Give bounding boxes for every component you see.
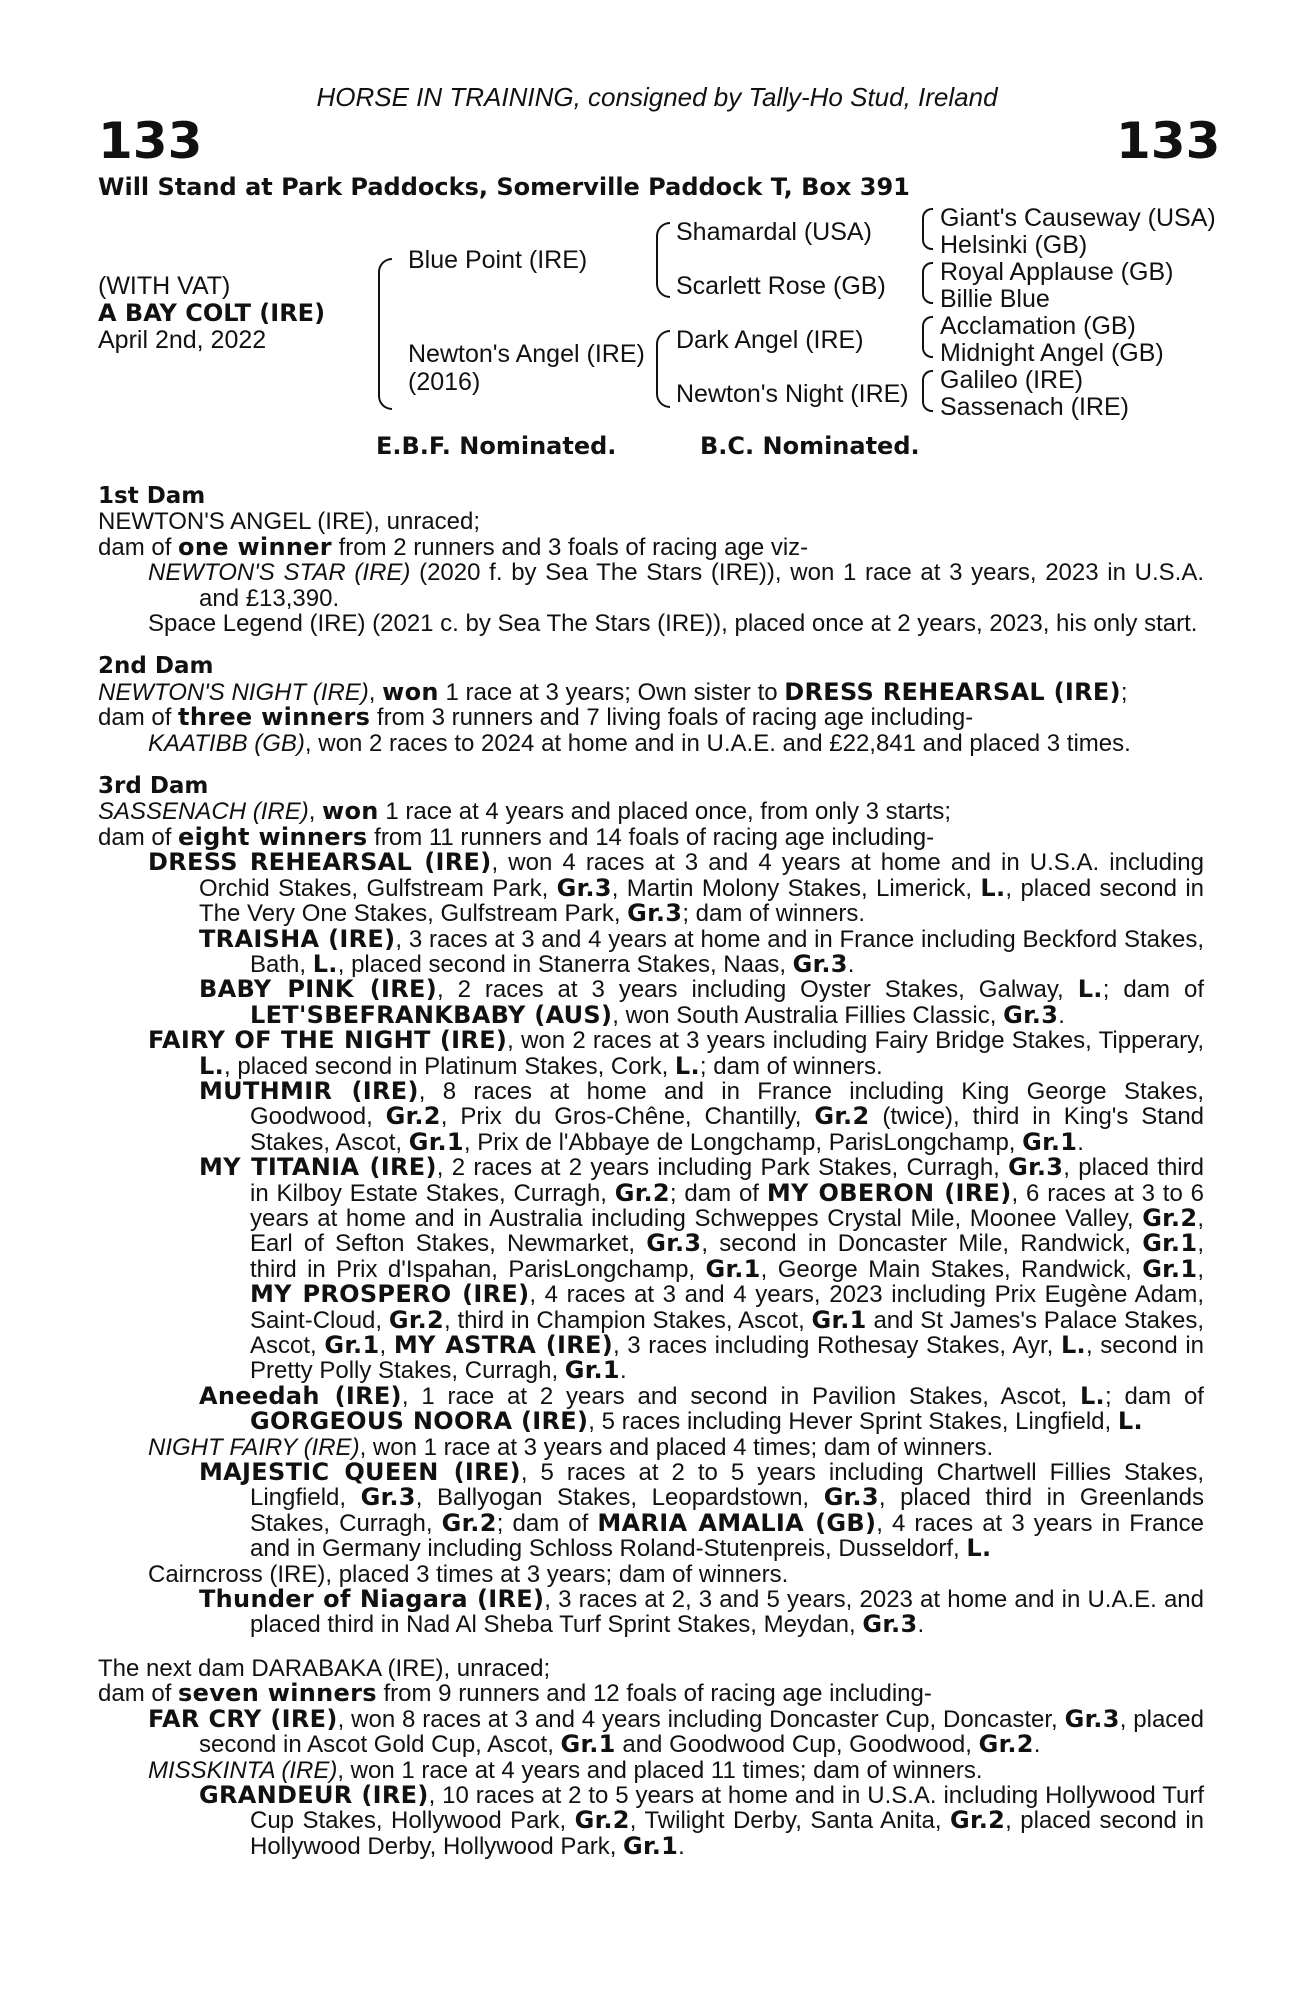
entry-text: , 5 races at 2 to 5 years including Chartwell Fillies Stakes, Lingfield,: [250, 1459, 1204, 1512]
italic-text: NIGHT FAIRY (IRE): [148, 1433, 360, 1461]
family-entry: [98, 924, 1204, 978]
entry-text: ,: [308, 798, 323, 826]
bold-text: MAJESTIC QUEEN (IRE): [199, 1458, 521, 1487]
pedigree-brace-sd: [922, 262, 933, 304]
pedigree-brace-dam: [656, 330, 670, 408]
bold-text: Gr.1: [705, 1254, 761, 1283]
family-entry: [98, 560, 1204, 611]
entry-text: , placed third in Kilboy Estate Stakes, Curragh,: [250, 1154, 1204, 1207]
bold-text: Gr.2: [950, 1806, 1006, 1835]
bold-text: seven winners: [178, 1679, 377, 1708]
entry-text: ;: [1120, 678, 1128, 706]
italic-text: SASSENACH (IRE): [98, 798, 309, 826]
bold-text: LET'SBEFRANKBABY (AUS): [250, 1000, 613, 1029]
family-entry: [98, 1028, 1204, 1079]
bold-text: Gr.3: [360, 1483, 416, 1512]
lot-number-right: 133: [1116, 112, 1221, 170]
family-entry: [98, 731, 1204, 756]
family-entry: [98, 1758, 1204, 1783]
family-entry: [98, 1587, 1204, 1638]
bold-text: GORGEOUS NOORA (IRE): [250, 1407, 589, 1436]
bold-text: Gr.2: [1142, 1203, 1198, 1232]
entry-text: , won 4 races at 3 and 4 years at home and in U.S.A. including Orchid Stakes, Gulfstream Park,: [199, 849, 1204, 902]
entry-text: 1 race at 4 years and placed once, from only 3 starts;: [378, 798, 951, 826]
entry-text: , Prix de l'Abbaye de Longchamp, ParisLongchamp,: [463, 1128, 1023, 1156]
pedigree-brace-ds: [922, 316, 933, 358]
bold-text: Gr.1: [564, 1356, 620, 1385]
bold-text: L.: [199, 1051, 225, 1080]
entry-text: ,: [379, 1332, 394, 1359]
family-entry: [98, 509, 1204, 534]
stand-location: Will Stand at Park Paddocks, Somerville Paddock T, Box 391: [98, 173, 910, 201]
bold-text: FAIRY OF THE NIGHT (IRE): [148, 1026, 508, 1055]
bold-text: Gr.1: [408, 1127, 464, 1156]
entry-text: ,: [368, 678, 383, 706]
entry-text: ; dam of: [496, 1509, 598, 1537]
lot-number-left: 133: [98, 112, 203, 170]
bold-text: Gr.2: [814, 1102, 870, 1131]
entry-text: , third in Prix d'Ispahan, ParisLongchamp,: [250, 1230, 1204, 1283]
bc-nomination: B.C. Nominated.: [700, 432, 920, 460]
pedigree-sds: Royal Applause (GB): [940, 258, 1174, 286]
bold-text: GRANDEUR (IRE): [199, 1780, 429, 1809]
entry-text: , won 1 race at 4 years and placed 11 times; dam of winners.: [337, 1756, 983, 1784]
bold-text: Gr.3: [862, 1610, 918, 1639]
family-entry: [98, 977, 1204, 1028]
bold-text: TRAISHA (IRE): [199, 924, 396, 953]
entry-text: 1 race at 3 years; Own sister to: [438, 678, 785, 706]
family-entry: [98, 705, 1204, 730]
bold-text: Gr.3: [556, 873, 612, 902]
entry-text: dam of: [98, 1680, 179, 1708]
bold-text: DRESS REHEARSAL (IRE): [148, 848, 492, 877]
pedigree-ssd: Helsinki (GB): [940, 231, 1088, 259]
bold-text: L.: [966, 1534, 992, 1563]
entry-text: , Martin Molony Stakes, Limerick,: [611, 874, 981, 902]
entry-text: , placed second in The Very One Stakes, Gulfstream Park,: [199, 874, 1204, 928]
bold-text: three winners: [178, 703, 371, 732]
entry-text: , won 2 races to 2024 at home and in U.A.E. and £22,841 and placed 3 times.: [304, 729, 1131, 757]
entry-text: and St James's Palace Stakes, Ascot,: [250, 1306, 1204, 1359]
horse-name: A BAY COLT (IRE): [98, 299, 326, 327]
entry-text: The next dam DARABAKA (IRE), unraced;: [98, 1654, 551, 1682]
entry-text: , 3 races at 3 and 4 years at home and in France including Beckford Stakes, Bath,: [250, 925, 1204, 978]
entry-text: .: [847, 950, 855, 978]
bold-text: Aneedah (IRE): [199, 1381, 402, 1410]
family-entry: [98, 1780, 1204, 1860]
bold-text: MUTHMIR (IRE): [199, 1076, 419, 1105]
bold-text: eight winners: [178, 822, 368, 851]
bold-text: Gr.1: [623, 1831, 679, 1860]
bold-text: Gr.1: [1022, 1127, 1078, 1156]
catalogue-header: HORSE IN TRAINING, consigned by Tally-Ho Stud, Ireland: [316, 82, 998, 112]
italic-text: MISSKINTA (IRE): [148, 1756, 338, 1784]
entry-text: ; dam of winners.: [682, 900, 866, 928]
pedigree-brace-ss: [922, 208, 933, 250]
entry-text: , placed second in Stanerra Stakes, Naas,: [337, 950, 793, 978]
bold-text: MY TITANIA (IRE): [199, 1153, 437, 1182]
entry-text: .: [678, 1832, 685, 1860]
pedigree-dsd: Midnight Angel (GB): [940, 339, 1164, 367]
entry-text: .: [1058, 1001, 1065, 1029]
entry-text: , Ballyogan Stakes, Leopardstown,: [415, 1484, 824, 1512]
bold-text: Gr.1: [1142, 1254, 1198, 1283]
entry-text: ; dam of: [1102, 976, 1204, 1004]
entry-text: , 2 races at 2 years including Park Stakes, Curragh,: [436, 1154, 1009, 1182]
section-title: 2nd Dam: [98, 653, 214, 680]
family-entry: [98, 1076, 1205, 1156]
pedigree-dam-dam: Newton's Night (IRE): [676, 380, 909, 408]
entry-text: , Twilight Derby, Santa Anita,: [629, 1807, 951, 1835]
entry-text: ; dam of: [1104, 1382, 1204, 1410]
entry-text: NEWTON'S ANGEL (IRE), unraced;: [98, 508, 481, 536]
pedigree-brace-dd: [922, 370, 933, 412]
family-entry: [98, 1435, 1204, 1460]
family-entry: [98, 850, 1204, 926]
entry-text: dam of: [98, 704, 179, 732]
family-entry: [98, 1381, 1204, 1436]
bold-text: DRESS REHEARSAL (IRE): [784, 677, 1121, 706]
bold-text: Gr.3: [627, 899, 683, 928]
entry-text: from 11 runners and 14 foals of racing age including-: [367, 823, 935, 851]
ebf-nomination: E.B.F. Nominated.: [376, 432, 617, 460]
family-entry: [98, 1460, 1204, 1562]
bold-text: FAR CRY (IRE): [148, 1704, 338, 1733]
bold-text: Gr.2: [574, 1806, 630, 1835]
pedigree-dds: Galileo (IRE): [940, 366, 1084, 394]
entry-text: and Goodwood Cup, Goodwood,: [615, 1731, 979, 1759]
family-entry: [98, 677, 1204, 706]
entry-text: , 3 races at 2, 3 and 5 years, 2023 at home and in U.A.E. and placed third in Nad Al Sheba Turf Sprint Stakes, Meydan,: [250, 1586, 1204, 1639]
bold-text: Gr.1: [811, 1305, 867, 1334]
italic-text: NEWTON'S NIGHT (IRE): [98, 678, 369, 706]
bold-text: Gr.1: [1142, 1229, 1198, 1258]
bold-text: MY OBERON (IRE): [766, 1178, 1012, 1207]
bold-text: Gr.2: [978, 1730, 1034, 1759]
entry-text: , 10 races at 2 to 5 years at home and in U.S.A. including Hollywood Turf Cup Stakes, Hollywood Park,: [250, 1781, 1204, 1835]
bold-text: MY PROSPERO (IRE): [250, 1280, 530, 1309]
bold-text: won: [322, 797, 379, 826]
entry-text: , placed second in Ascot Gold Cup, Ascot,: [199, 1705, 1204, 1759]
entry-text: , Prix du Gros-Chêne, Chantilly,: [440, 1103, 815, 1131]
entry-text: , 4 races at 3 and 4 years, 2023 including Prix Eugène Adam, Saint-Cloud,: [250, 1281, 1204, 1334]
bold-text: one winner: [178, 532, 332, 561]
pedigree-sire-sire: Shamardal (USA): [676, 218, 872, 246]
family-section: [98, 774, 1204, 1638]
bold-text: L.: [1077, 975, 1103, 1004]
entry-text: from 3 runners and 7 living foals of racing age including-: [370, 704, 974, 732]
bold-text: Thunder of Niagara (IRE): [199, 1585, 545, 1614]
bold-text: Gr.3: [792, 949, 848, 978]
family-entry: [98, 532, 1204, 561]
entry-text: , 1 race at 2 years and second in Pavilion Stakes, Ascot,: [401, 1382, 1080, 1410]
entry-text: .: [619, 1357, 627, 1385]
bold-text: won: [382, 677, 439, 706]
foaling-date: April 2nd, 2022: [98, 326, 267, 354]
family-section: [98, 654, 1204, 756]
bold-text: Gr.1: [324, 1331, 380, 1359]
bold-text: Gr.2: [388, 1305, 444, 1334]
bold-text: Gr.3: [823, 1483, 879, 1512]
pedigree-sire: Blue Point (IRE): [408, 246, 588, 274]
pedigree-brace-main: [378, 258, 392, 410]
family-entry: [98, 799, 1204, 824]
italic-text: NEWTON'S STAR (IRE): [148, 559, 411, 587]
entry-text: .: [917, 1611, 925, 1639]
entry-text: , 8 races at home and in France including King George Stakes, Goodwood,: [250, 1077, 1204, 1131]
family-entry: [98, 1681, 1204, 1706]
family-entry: [98, 1656, 1204, 1681]
entry-text: , placed second in Hollywood Derby, Hollywood Park,: [250, 1807, 1204, 1860]
bold-text: Gr.3: [1008, 1153, 1064, 1182]
bold-text: BABY PINK (IRE): [199, 975, 437, 1004]
section-title: 1st Dam: [98, 483, 206, 509]
entry-text: ; dam of: [669, 1179, 767, 1207]
family-entry: [98, 1704, 1204, 1759]
pedigree-dam-sire: Dark Angel (IRE): [676, 326, 864, 354]
italic-text: KAATIBB (GB): [148, 729, 305, 757]
entry-text: , placed third in Greenlands Stakes, Curragh,: [250, 1484, 1204, 1537]
bold-text: Gr.3: [1003, 1000, 1059, 1029]
entry-text: , 6 races at 3 to 6 years at home and in Australia including Schweppes Crystal Mile, Moonee Valley,: [250, 1179, 1205, 1232]
entry-text: , second in Doncaster Mile, Randwick,: [701, 1230, 1143, 1258]
entry-text: from 2 runners and 3 foals of racing age viz-: [331, 533, 809, 561]
entry-text: .: [1077, 1128, 1084, 1156]
bold-text: L.: [1079, 1381, 1105, 1410]
entry-text: , 3 races including Rothesay Stakes, Ayr,: [612, 1332, 1061, 1359]
entry-text: , third in Champion Stakes, Ascot,: [444, 1306, 812, 1334]
bold-text: Gr.2: [614, 1178, 670, 1207]
entry-text: dam of: [98, 823, 179, 851]
bold-text: Gr.1: [560, 1730, 616, 1759]
family-section: [98, 484, 1204, 636]
entry-text: Cairncross (IRE), placed 3 times at 3 years; dam of winners.: [148, 1560, 789, 1588]
bold-text: Gr.3: [646, 1229, 702, 1258]
family-entry: [98, 1155, 1204, 1384]
bold-text: L.: [674, 1051, 700, 1080]
entry-text: ; dam of winners.: [699, 1052, 883, 1080]
entry-text: , won 2 races at 3 years including Fairy Bridge Stakes, Tipperary,: [507, 1027, 1204, 1055]
entry-text: , won 8 races at 3 and 4 years including Doncaster Cup, Doncaster,: [337, 1705, 1065, 1733]
bold-text: L.: [312, 949, 338, 978]
pedigree-sss: Giant's Causeway (USA): [940, 204, 1216, 232]
family-entry: [98, 611, 1204, 636]
bold-text: L.: [980, 873, 1006, 902]
entry-text: , 4 races at 3 years in France and in Germany including Schloss Roland-Stutenpreis, Dusseldorf,: [250, 1509, 1204, 1563]
family-body: [98, 484, 1204, 1859]
entry-text: , won 1 race at 3 years and placed 4 times; dam of winners.: [359, 1433, 994, 1461]
entry-text: from 9 runners and 12 foals of racing age including-: [376, 1680, 932, 1708]
pedigree-dam-year: (2016): [408, 368, 481, 396]
bold-text: MY ASTRA (IRE): [393, 1331, 613, 1359]
entry-text: Space Legend (IRE) (2021 c. by Sea The Stars (IRE)), placed once at 2 years, 2023, his only start.: [148, 610, 1198, 638]
family-entry: [98, 822, 1204, 851]
pedigree-sire-dam: Scarlett Rose (GB): [676, 272, 886, 300]
pedigree-dss: Acclamation (GB): [940, 312, 1136, 340]
entry-text: (twice), third in King's Stand Stakes, Ascot,: [250, 1103, 1205, 1156]
family-entry: [98, 1562, 1204, 1587]
pedigree-ddd: Sassenach (IRE): [940, 393, 1129, 421]
bold-text: MARIA AMALIA (GB): [597, 1508, 877, 1537]
vat-note: (WITH VAT): [98, 272, 231, 300]
entry-text: , 2 races at 3 years including Oyster Stakes, Galway,: [436, 976, 1078, 1004]
bold-text: Gr.2: [385, 1102, 441, 1131]
entry-text: , Earl of Sefton Stakes, Newmarket,: [250, 1204, 1204, 1258]
entry-text: , 5 races including Hever Sprint Stakes, Lingfield,: [588, 1408, 1118, 1436]
section-title: 3rd Dam: [98, 773, 209, 800]
entry-text: dam of: [98, 533, 179, 561]
entry-text: , placed second in Platinum Stakes, Cork,: [224, 1052, 675, 1080]
entry-text: .: [1033, 1731, 1041, 1759]
pedigree-dam: Newton's Angel (IRE): [408, 340, 645, 368]
family-section: [98, 1656, 1204, 1859]
entry-text: ,: [1197, 1255, 1204, 1283]
bold-text: Gr.2: [441, 1508, 497, 1537]
pedigree-sdd: Billie Blue: [940, 285, 1050, 313]
entry-text: , George Main Stakes, Randwick,: [760, 1255, 1143, 1283]
entry-text: (2020 f. by Sea The Stars (IRE)), won 1 race at 3 years, 2023 in U.S.A. and £13,390.: [199, 559, 1204, 612]
entry-text: , won South Australia Fillies Classic,: [612, 1001, 1004, 1029]
bold-text: L.: [1060, 1331, 1086, 1359]
bold-text: Gr.3: [1064, 1704, 1120, 1733]
bold-text: L.: [1117, 1407, 1143, 1436]
entry-text: , second in Pretty Polly Stakes, Curragh,: [250, 1332, 1205, 1385]
pedigree-brace-sire: [656, 222, 670, 298]
